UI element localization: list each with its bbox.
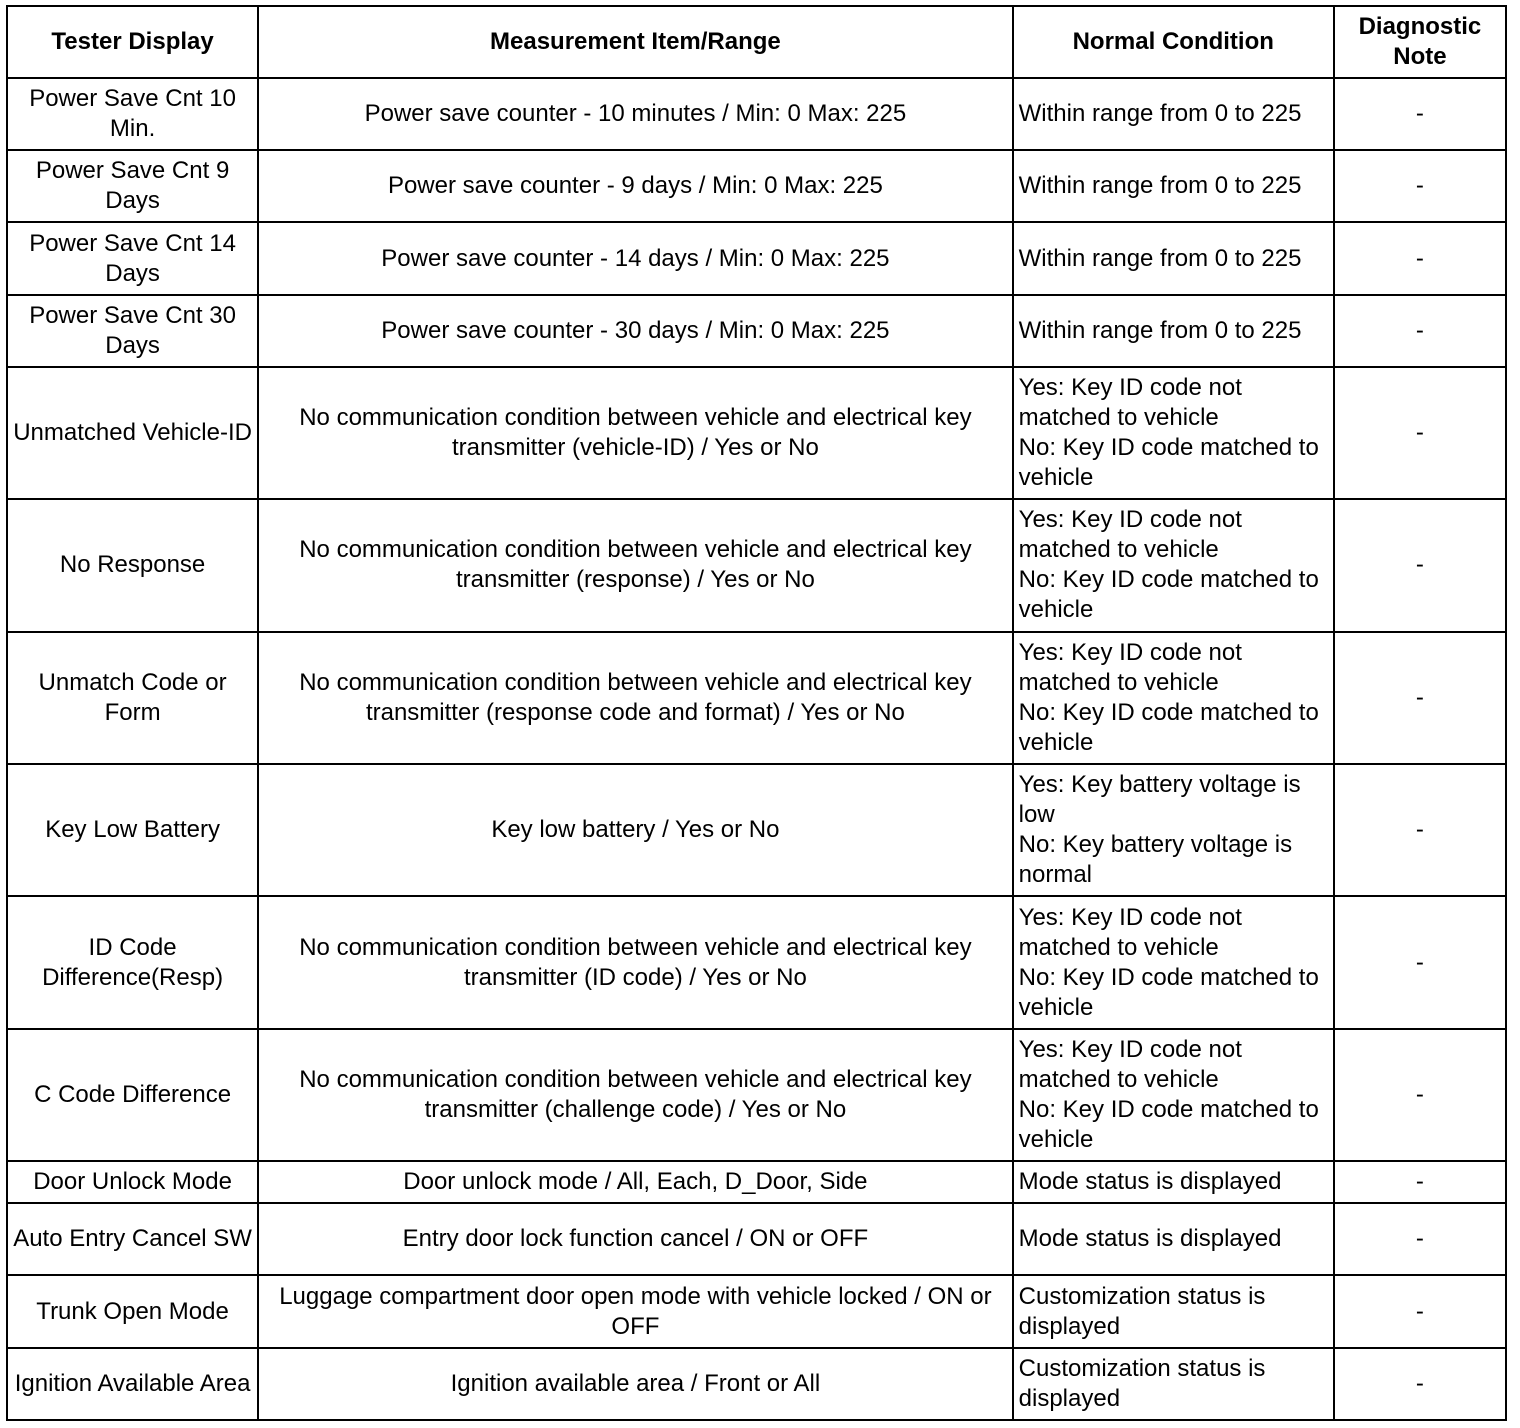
condition-line: Mode status is displayed xyxy=(1018,1225,1282,1253)
table-row xyxy=(7,295,1506,367)
condition-line: Yes: Key ID code not matched to vehicle xyxy=(1018,638,1242,696)
tester-display-cell: Power Save Cnt 9 Days xyxy=(7,150,258,222)
diagnostic-note-cell: - xyxy=(1334,78,1506,150)
table-row xyxy=(7,764,1506,896)
normal-condition-cell xyxy=(1013,1029,1334,1161)
condition-line: Mode status is displayed xyxy=(1018,1168,1282,1196)
diagnostic-note-cell: - xyxy=(1334,367,1506,499)
condition-line: No: Key ID code matched to vehicle xyxy=(1018,434,1319,491)
measurement-cell: Power save counter - 10 minutes / Min: 0 Max: 225 xyxy=(258,78,1013,150)
header-diagnostic-note: Diagnostic Note xyxy=(1334,6,1506,78)
diagnostic-note-cell: - xyxy=(1334,1275,1506,1347)
normal-condition-cell xyxy=(1013,78,1334,150)
normal-condition-cell xyxy=(1013,1203,1334,1275)
condition-line: Yes: Key ID code not matched to vehicle xyxy=(1018,374,1242,431)
diagnostic-note-cell: - xyxy=(1334,222,1506,294)
measurement-cell: No communication condition between vehicle and electrical key transmitter (vehicle-ID) / Yes or No xyxy=(258,367,1013,499)
measurement-cell: No communication condition between vehicle and electrical key transmitter (response) / Yes or No xyxy=(258,499,1013,631)
condition-line: Yes: Key ID code not matched to vehicle xyxy=(1018,1035,1242,1093)
table-row xyxy=(7,1348,1506,1420)
header-normal-condition: Normal Condition xyxy=(1013,6,1334,78)
table-row xyxy=(7,499,1506,631)
normal-condition-cell xyxy=(1013,367,1334,499)
condition-line: No: Key ID code matched to vehicle xyxy=(1018,566,1319,624)
normal-condition-cell xyxy=(1013,150,1334,222)
table-row xyxy=(7,896,1506,1028)
table-row xyxy=(7,1275,1506,1347)
condition-line: Within range from 0 to 225 xyxy=(1018,100,1302,128)
measurement-cell: No communication condition between vehicle and electrical key transmitter (response code and format) / Yes or No xyxy=(258,632,1013,764)
normal-condition-cell xyxy=(1013,764,1334,896)
normal-condition-cell xyxy=(1013,295,1334,367)
tester-display-cell: Trunk Open Mode xyxy=(7,1275,258,1347)
tester-display-cell: Key Low Battery xyxy=(7,764,258,896)
condition-line: Within range from 0 to 225 xyxy=(1018,316,1302,344)
table-row xyxy=(7,367,1506,499)
diagnostic-note-cell: - xyxy=(1334,1029,1506,1161)
tester-display-cell: No Response xyxy=(7,499,258,631)
tester-display-cell: Unmatched Vehicle-ID xyxy=(7,367,258,499)
table-row xyxy=(7,150,1506,222)
diagnostic-note-cell: - xyxy=(1334,764,1506,896)
condition-line: Customization status is displayed xyxy=(1018,1354,1266,1412)
measurement-cell: No communication condition between vehicle and electrical key transmitter (ID code) / Yes or No xyxy=(258,896,1013,1028)
tester-display-cell: Door Unlock Mode xyxy=(7,1161,258,1203)
measurement-cell: Ignition available area / Front or All xyxy=(258,1348,1013,1420)
normal-condition-cell xyxy=(1013,222,1334,294)
diagnostic-note-cell: - xyxy=(1334,896,1506,1028)
data-monitor-table xyxy=(6,5,1507,1421)
condition-line: Yes: Key battery voltage is low xyxy=(1018,771,1301,829)
condition-line: No: Key ID code matched to vehicle xyxy=(1018,963,1319,1021)
diagnostic-note-cell: - xyxy=(1334,150,1506,222)
tester-display-cell: C Code Difference xyxy=(7,1029,258,1161)
condition-line: No: Key battery voltage is normal xyxy=(1018,831,1293,889)
table-row xyxy=(7,1029,1506,1161)
tester-display-cell: Ignition Available Area xyxy=(7,1348,258,1420)
measurement-cell: Entry door lock function cancel / ON or OFF xyxy=(258,1203,1013,1275)
header-tester-display: Tester Display xyxy=(7,6,258,78)
table-row xyxy=(7,1203,1506,1275)
condition-line: Yes: Key ID code not matched to vehicle xyxy=(1018,506,1242,564)
condition-line: Within range from 0 to 225 xyxy=(1018,172,1302,200)
table-row xyxy=(7,222,1506,294)
condition-line: Customization status is displayed xyxy=(1018,1282,1266,1340)
measurement-cell: No communication condition between vehicle and electrical key transmitter (challenge code) / Yes or No xyxy=(258,1029,1013,1161)
measurement-cell: Power save counter - 9 days / Min: 0 Max: 225 xyxy=(258,150,1013,222)
measurement-cell: Power save counter - 14 days / Min: 0 Max: 225 xyxy=(258,222,1013,294)
measurement-cell: Door unlock mode / All, Each, D_Door, Side xyxy=(258,1161,1013,1203)
tester-display-cell: Power Save Cnt 14 Days xyxy=(7,222,258,294)
diagnostic-note-cell: - xyxy=(1334,1203,1506,1275)
table-row xyxy=(7,78,1506,150)
tester-display-cell: ID Code Difference(Resp) xyxy=(7,896,258,1028)
measurement-cell: Luggage compartment door open mode with vehicle locked / ON or OFF xyxy=(258,1275,1013,1347)
condition-line: No: Key ID code matched to vehicle xyxy=(1018,1095,1319,1153)
normal-condition-cell xyxy=(1013,499,1334,631)
measurement-cell: Key low battery / Yes or No xyxy=(258,764,1013,896)
header-measurement-item: Measurement Item/Range xyxy=(258,6,1013,78)
condition-line: Within range from 0 to 225 xyxy=(1018,244,1302,272)
diagnostic-note-cell: - xyxy=(1334,295,1506,367)
tester-display-cell: Power Save Cnt 30 Days xyxy=(7,295,258,367)
measurement-cell: Power save counter - 30 days / Min: 0 Max: 225 xyxy=(258,295,1013,367)
tester-display-cell: Auto Entry Cancel SW xyxy=(7,1203,258,1275)
table-row xyxy=(7,1161,1506,1203)
normal-condition-cell xyxy=(1013,632,1334,764)
header-row xyxy=(7,6,1506,78)
diagnostic-note-cell: - xyxy=(1334,632,1506,764)
table-row xyxy=(7,632,1506,764)
normal-condition-cell xyxy=(1013,896,1334,1028)
diagnostic-note-cell: - xyxy=(1334,499,1506,631)
condition-line: Yes: Key ID code not matched to vehicle xyxy=(1018,903,1242,961)
tester-display-cell: Unmatch Code or Form xyxy=(7,632,258,764)
diagnostic-note-cell: - xyxy=(1334,1348,1506,1420)
condition-line: No: Key ID code matched to vehicle xyxy=(1018,698,1319,756)
normal-condition-cell xyxy=(1013,1348,1334,1420)
diagnostic-note-cell: - xyxy=(1334,1161,1506,1203)
normal-condition-cell xyxy=(1013,1161,1334,1203)
normal-condition-cell xyxy=(1013,1275,1334,1347)
tester-display-cell: Power Save Cnt 10 Min. xyxy=(7,78,258,150)
